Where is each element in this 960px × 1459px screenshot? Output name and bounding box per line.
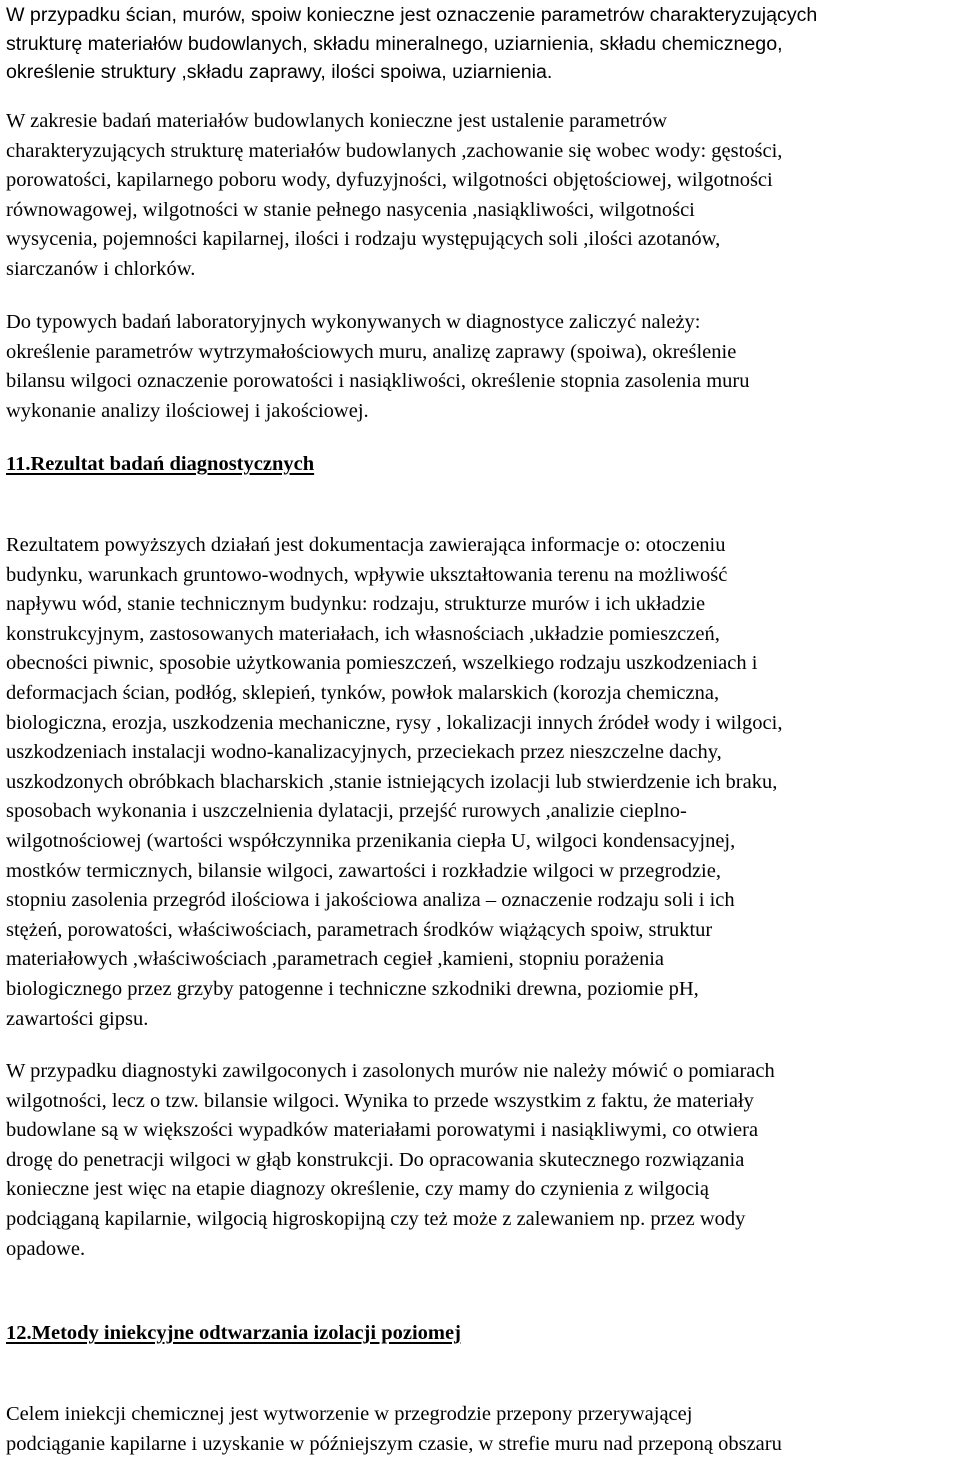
paragraph-line: sposobach wykonania i uszczelnienia dylatacji, przejść rurowych ,analizie cieplno- <box>6 800 687 823</box>
paragraph-line: materiałowych ,właściwościach ,parametrach cegieł ,kamieni, stopniu porażenia <box>6 948 665 971</box>
paragraph-line: Celem iniekcji chemicznej jest wytworzenie w przegrodzie przepony przerywającej <box>6 1403 693 1425</box>
paragraph-line: wilgotnościowej (wartości współczynnika przenikania ciepła U, wilgoci kondensacyjnej, <box>6 829 736 852</box>
paragraph-line: napływu wód, stanie technicznym budynku: rodzaju, strukturze murów i ich układzie <box>6 593 706 616</box>
paragraph-line: konstrukcyjnym, zastosowanych materiałach, ich własnościach ,układzie pomieszczeń, <box>6 622 720 645</box>
paragraph-line: deformacjach ścian, podłóg, sklepień, tynków, powłok malarskich (korozja chemiczna, <box>6 681 720 704</box>
paragraph-line: konieczne jest więc na etapie diagnozy określenie, czy mamy do czynienia z wilgocią <box>6 1178 709 1201</box>
paragraph-line: budynku, warunkach gruntowo-wodnych, wpływie ukształtowania terenu na możliwość <box>6 563 728 586</box>
moisture-balance-paragraph <box>6 1057 960 1264</box>
paragraph-line: charakteryzujących strukturę materiałów budowlanych ,zachowanie się wobec wody: gęstości, <box>6 139 783 162</box>
paragraph-line: wykonanie analizy ilościowej i jakościowej. <box>6 399 369 422</box>
paragraph-line: stopniu zasolenia przegród ilościowa i jakościowa analiza – oznaczenie rodzaju soli i ich <box>6 889 735 912</box>
paragraph-line: mostków termicznych, bilansie wilgoci, zawartości i rozkładzie wilgoci w przegrodzie, <box>6 859 721 882</box>
paragraph-line: drogę do penetracji wilgoci w głąb konstrukcji. Do opracowania skutecznego rozwiązania <box>6 1148 745 1171</box>
laboratory-tests-paragraph <box>6 308 960 426</box>
intro-line: określenie struktury ,składu zaprawy, ilości spoiwa, uziarnienia. <box>6 61 553 83</box>
paragraph-line: budowlane są w większości wypadków materiałami porowatymi i nasiąkliwymi, co otwiera <box>6 1119 759 1142</box>
intro-paragraph <box>6 1 960 87</box>
paragraph-line: stężeń, porowatości, właściwościach, parametrach środków wiążących spoiw, struktur <box>6 918 713 941</box>
paragraph-line: wysycenia, pojemności kapilarnej, ilości i rodzaju występujących soli ,ilości azotanów, <box>6 228 721 251</box>
paragraph-line: W przypadku diagnostyki zawilgoconych i zasolonych murów nie należy mówić o pomiarach <box>6 1060 775 1082</box>
intro-line: W przypadku ścian, murów, spoiw konieczne jest oznaczenie parametrów charakteryzujących <box>6 4 818 26</box>
paragraph-line: zawartości gipsu. <box>6 1007 149 1030</box>
paragraph-line: opadowe. <box>6 1237 86 1260</box>
intro-line: strukturę materiałów budowlanych, składu mineralnego, uziarnienia, składu chemicznego, <box>6 32 783 55</box>
paragraph-line: podciąganie kapilarne i uzyskanie w późniejszym czasie, w strefie muru nad przeponą obszaru <box>6 1432 782 1455</box>
paragraph-line: biologiczna, erozja, uszkodzenia mechaniczne, rysy , lokalizacji innych źródeł wody i wilgoci, <box>6 711 783 734</box>
paragraph-line: uszkodzonych obróbkach blacharskich ,stanie istniejących izolacji lub stwierdzenie ich braku, <box>6 770 778 793</box>
section-12-paragraph <box>6 1400 960 1459</box>
paragraph-line: podciąganą kapilarnie, wilgocią higroskopijną czy też może z zalewaniem np. przez wody <box>6 1207 746 1230</box>
paragraph-line: porowatości, kapilarnego poboru wody, dyfuzyjności, wilgotności objętościowej, wilgotności <box>6 169 773 192</box>
section-11-paragraph <box>6 531 960 1034</box>
materials-testing-paragraph <box>6 107 960 285</box>
paragraph-line: siarczanów i chlorków. <box>6 257 196 280</box>
paragraph-line: bilansu wilgoci oznaczenie porowatości i nasiąkliwości, określenie stopnia zasolenia muru <box>6 370 750 393</box>
paragraph-line: Rezultatem powyższych działań jest dokumentacja zawierająca informacje o: otoczeniu <box>6 534 726 556</box>
paragraph-line: równowagowej, wilgotności w stanie pełnego nasycenia ,nasiąkliwości, wilgotności <box>6 198 695 221</box>
section-11-heading: 11.Rezultat badań diagnostycznych <box>6 453 315 475</box>
paragraph-line: określenie parametrów wytrzymałościowych muru, analizę zaprawy (spoiwa), określenie <box>6 340 737 363</box>
paragraph-line: biologicznego przez grzyby patogenne i techniczne szkodniki drewna, poziomie pH, <box>6 977 699 1000</box>
paragraph-line: wilgotności, lecz o tzw. bilansie wilgoci. Wynika to przede wszystkim z faktu, że materiały <box>6 1089 754 1112</box>
paragraph-line: uszkodzeniach instalacji wodno-kanalizacyjnych, przeciekach przez nieszczelne dachy, <box>6 741 722 764</box>
paragraph-line: obecności piwnic, sposobie użytkowania pomieszczeń, wszelkiego rodzaju uszkodzeniach i <box>6 652 758 675</box>
paragraph-line: W zakresie badań materiałów budowlanych konieczne jest ustalenie parametrów <box>6 110 668 132</box>
paragraph-line: Do typowych badań laboratoryjnych wykonywanych w diagnostyce zaliczyć należy: <box>6 311 701 333</box>
section-12-heading: 12.Metody iniekcyjne odtwarzania izolacji poziomej <box>6 1322 461 1344</box>
